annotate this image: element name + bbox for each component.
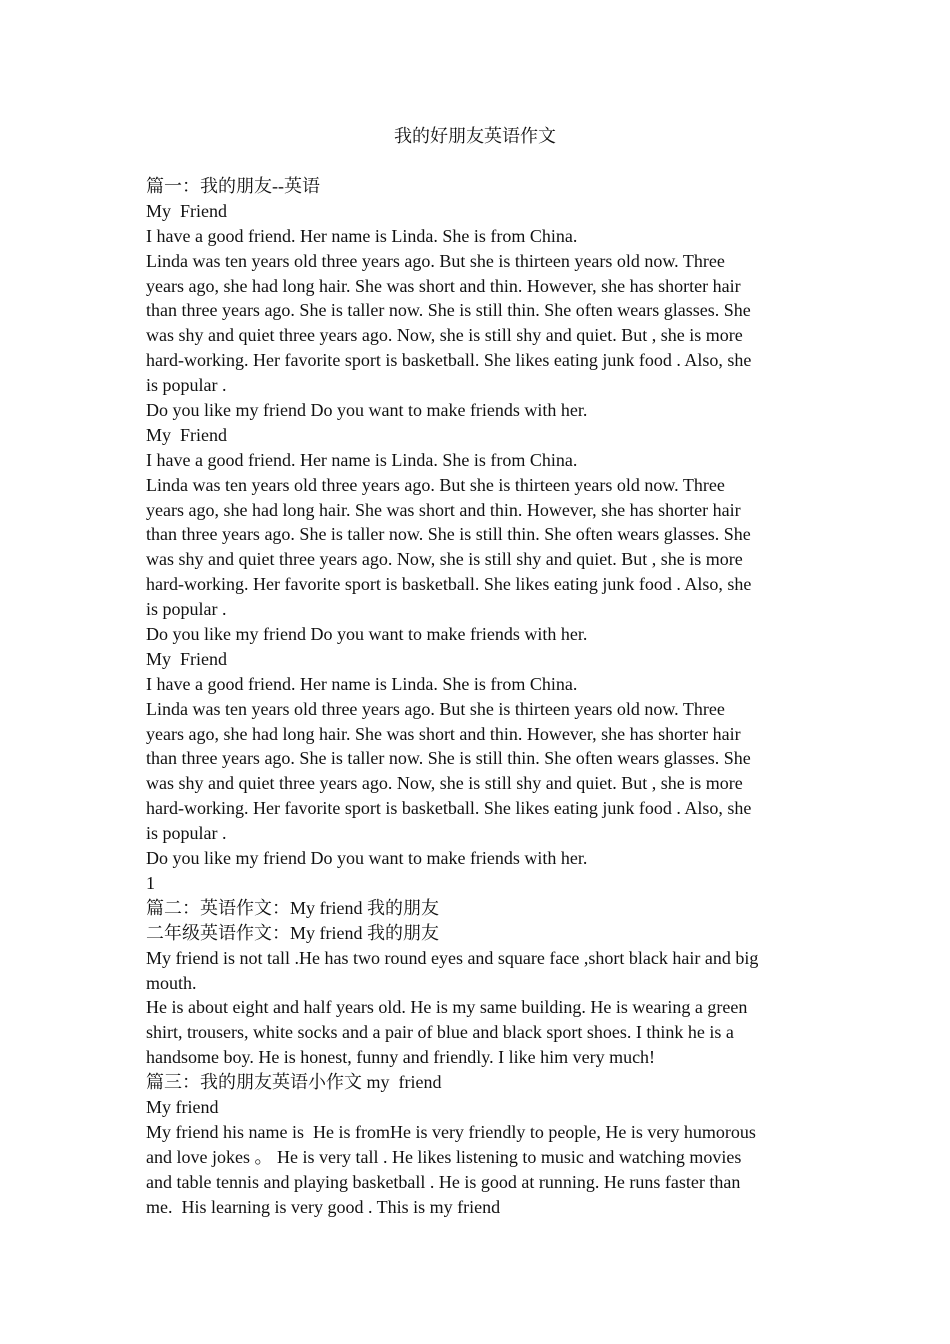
text-line: Do you like my friend Do you want to make friends with her. xyxy=(146,624,588,645)
text-line: than three years ago. She is taller now. She is still thin. She often wears glasses. She xyxy=(146,748,751,769)
text-line: is popular . xyxy=(146,375,227,396)
text-line: shirt, trousers, white socks and a pair of blue and black sport shoes. I think he is a xyxy=(146,1022,734,1043)
text-line: Do you like my friend Do you want to make friends with her. xyxy=(146,400,588,421)
text-line: My friend xyxy=(146,1096,219,1117)
text-line: than three years ago. She is taller now. She is still thin. She often wears glasses. She xyxy=(146,300,751,321)
text-line: and table tennis and playing basketball . He is good at running. He runs faster than xyxy=(146,1171,741,1192)
text-line: I have a good friend. Her name is Linda. She is from China. xyxy=(146,449,578,470)
text-line: My friend his name is He is fromHe is very friendly to people, He is very humorous xyxy=(146,1121,756,1142)
page-number: 1 xyxy=(146,872,155,893)
text-line: 篇一：我的朋友--英语 xyxy=(146,176,320,196)
document-title: 我的好朋友英语作文 xyxy=(394,126,556,147)
text-line: Do you like my friend Do you want to make friends with her. xyxy=(146,848,588,869)
text-line: was shy and quiet three years ago. Now, she is still shy and quiet. But , she is more xyxy=(146,773,743,794)
text-line: My Friend xyxy=(146,200,227,221)
text-line: He is about eight and half years old. He is my same building. He is wearing a green xyxy=(146,997,748,1018)
text-line: me. His learning is very good . This is my friend xyxy=(146,1196,501,1217)
text-line: My Friend xyxy=(146,648,227,669)
text-line: Linda was ten years old three years ago. But she is thirteen years old now. Three xyxy=(146,250,725,271)
text-line: mouth. xyxy=(146,972,197,993)
text-line: Linda was ten years old three years ago. But she is thirteen years old now. Three xyxy=(146,474,725,495)
text-line: years ago, she had long hair. She was short and thin. However, she has shorter hair xyxy=(146,275,741,296)
text-line: years ago, she had long hair. She was short and thin. However, she has shorter hair xyxy=(146,499,741,520)
section-heading: 篇三：我的朋友英语小作文 my friend xyxy=(146,1072,442,1093)
text-line: was shy and quiet three years ago. Now, she is still shy and quiet. But , she is more xyxy=(146,549,743,570)
text-line: I have a good friend. Her name is Linda. She is from China. xyxy=(146,225,578,246)
section-heading: 篇二：英语作文：My friend 我的朋友 xyxy=(146,897,439,918)
text-line: is popular . xyxy=(146,823,227,844)
text-line: than three years ago. She is taller now. She is still thin. She often wears glasses. She xyxy=(146,524,751,545)
section-subheading: 二年级英语作文：My friend 我的朋友 xyxy=(146,922,439,943)
text-line: Linda was ten years old three years ago. But she is thirteen years old now. Three xyxy=(146,698,725,719)
text-line: hard-working. Her favorite sport is basketball. She likes eating junk food . Also, she xyxy=(146,574,752,595)
text-line: handsome boy. He is honest, funny and friendly. I like him very much! xyxy=(146,1047,656,1068)
text-line: hard-working. Her favorite sport is basketball. She likes eating junk food . Also, she xyxy=(146,350,752,371)
text-line: I have a good friend. Her name is Linda. She is from China. xyxy=(146,673,578,694)
text-line: My friend is not tall .He has two round eyes and square face ,short black hair and big xyxy=(146,947,759,968)
text-line: hard-working. Her favorite sport is basketball. She likes eating junk food . Also, she xyxy=(146,798,752,819)
text-line: years ago, she had long hair. She was short and thin. However, she has shorter hair xyxy=(146,723,741,744)
text-line: My Friend xyxy=(146,424,227,445)
text-line: was shy and quiet three years ago. Now, she is still shy and quiet. But , she is more xyxy=(146,325,743,346)
document-body xyxy=(146,174,806,1219)
text-line: and love jokes 。 He is very tall . He likes listening to music and watching movies xyxy=(146,1146,742,1167)
text-line: is popular . xyxy=(146,599,227,620)
